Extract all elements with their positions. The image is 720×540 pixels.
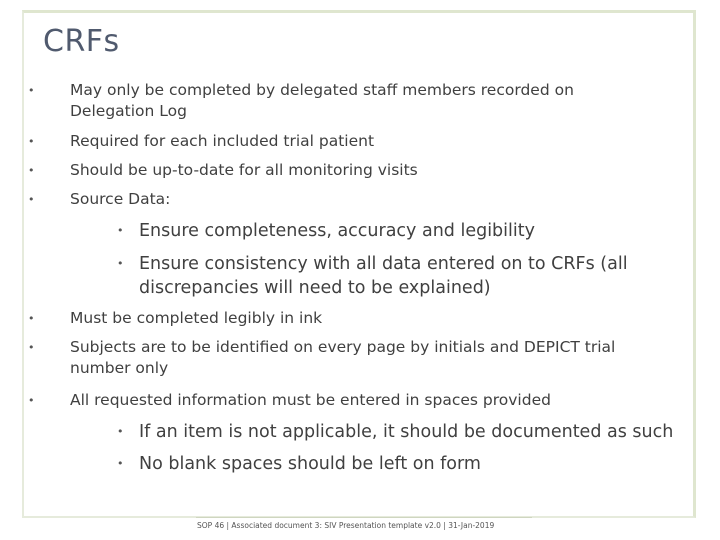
bullet-item [28,308,630,329]
bullet-dot-icon: • [117,457,124,470]
footer-divider [196,517,532,518]
sub-bullet-item [117,252,649,300]
bullet-dot-icon: • [28,341,35,354]
bullet-dot-icon: • [28,394,35,407]
slide-footer: SOP 46 | Associated document 3: SIV Presentation template v2.0 | 31-Jan-2019 [197,521,495,530]
bullet-dot-icon: • [28,135,35,148]
bullet-text: Should be up-to-date for all monitoring visits [70,161,418,179]
bullet-text: Required for each included trial patient [70,132,375,150]
bullet-item [28,390,650,411]
bullet-text: Ensure completeness, accuracy and legibility [139,221,535,241]
bullet-dot-icon: • [28,312,35,325]
sub-bullet-item [117,219,679,243]
bullet-text: All requested information must be entered in spaces provided [70,391,551,409]
bullet-text: May only be completed by delegated staff members recorded on Delegation Log [70,81,574,120]
bullet-text: If an item is not applicable, it should be documented as such [139,422,674,442]
bullet-item [28,337,645,379]
bullet-dot-icon: • [28,164,35,177]
slide-title: CRFs [43,24,120,59]
bullet-text: Ensure consistency with all data entered on to CRFs (all discrepancies will need to be explained) [139,254,628,298]
bullet-item [28,80,630,122]
bullet-item [28,131,630,152]
bullet-dot-icon: • [117,425,124,438]
bullet-dot-icon: • [28,84,35,97]
bullet-dot-icon: • [117,224,124,237]
bullet-dot-icon: • [28,193,35,206]
bullet-text: Must be completed legibly in ink [70,309,323,327]
sub-bullet-item [117,420,699,444]
bullet-text: Subjects are to be identified on every page by initials and DEPICT trial number only [70,338,616,377]
bullet-dot-icon: • [117,257,124,270]
bullet-text: Source Data: [70,190,171,208]
sub-bullet-item [117,452,679,476]
bullet-item [28,160,630,181]
bullet-text: No blank spaces should be left on form [139,454,481,474]
bullet-item [28,189,630,210]
